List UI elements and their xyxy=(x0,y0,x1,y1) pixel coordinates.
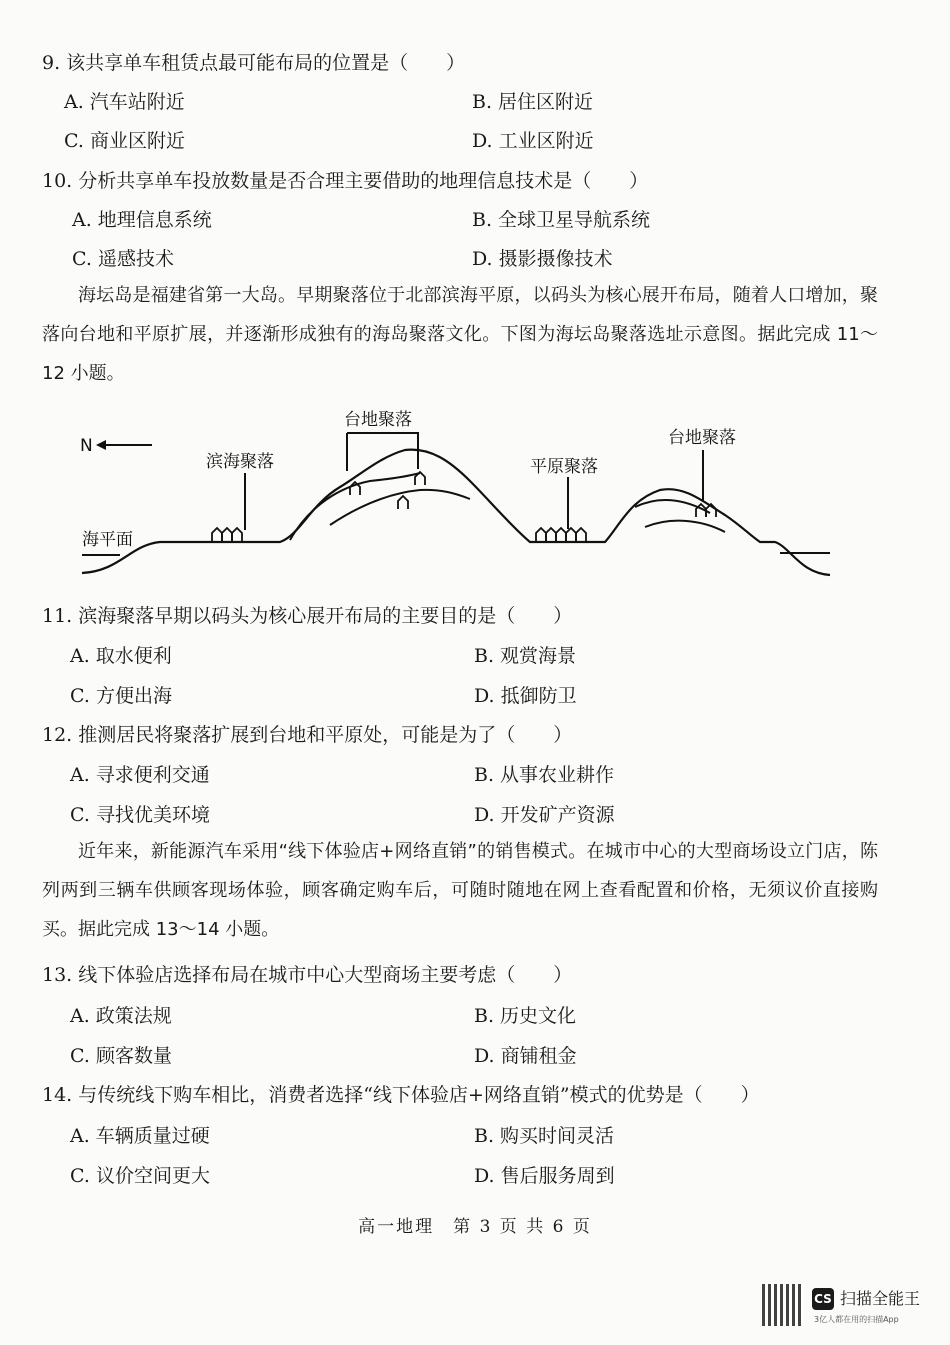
plain-houses xyxy=(536,528,586,541)
q9-option-c: C. 商业区附近 xyxy=(64,130,185,152)
passage-haitan-island: 海坛岛是福建省第一大岛。早期聚落位于北部滨海平原，以码头为核心展开布局，随着人口增加，聚落向台地和平原扩展，并逐渐形成独有的海岛聚落文化。下图为海坛岛聚落选址示意图。据此完成 11～12 小题。 xyxy=(42,285,878,384)
q13-option-c: C. 顾客数量 xyxy=(70,1045,172,1067)
q9-option-a: A. 汽车站附近 xyxy=(64,91,185,113)
q14-option-b: B. 购买时间灵活 xyxy=(474,1125,615,1147)
q10-option-b: B. 全球卫星导航系统 xyxy=(472,209,651,231)
page-footer: 高一地理 第 3 页 共 6 页 xyxy=(358,1217,592,1237)
q11-option-b: B. 观赏海景 xyxy=(474,645,577,667)
q10-option-c: C. 遥感技术 xyxy=(72,248,174,270)
q9-option-d: D. 工业区附近 xyxy=(472,130,594,152)
q12-option-b: B. 从事农业耕作 xyxy=(474,764,615,786)
q9-option-b: B. 居住区附近 xyxy=(472,91,594,113)
q10-option-a: A. 地理信息系统 xyxy=(72,209,212,231)
north-label: N xyxy=(80,436,93,456)
q12-option-d: D. 开发矿产资源 xyxy=(474,804,615,826)
question-13-stem: 13. 线下体验店选择布局在城市中心大型商场主要考虑（ ） xyxy=(42,964,573,986)
q14-option-a: A. 车辆质量过硬 xyxy=(70,1125,210,1147)
scanner-watermark xyxy=(762,1282,932,1332)
camscanner-logo-icon: CS xyxy=(812,1288,834,1310)
question-9-stem: 9. 该共享单车租赁点最可能布局的位置是（ ） xyxy=(42,52,466,74)
question-12-stem: 12. 推测居民将聚落扩展到台地和平原处，可能是为了（ ） xyxy=(42,724,573,746)
platform-settlement-label-2: 台地聚落 xyxy=(668,428,736,448)
platform1-leader xyxy=(347,433,418,471)
q11-option-d: D. 抵御防卫 xyxy=(474,685,577,707)
passage-new-energy-vehicles: 近年来，新能源汽车采用“线下体验店+网络直销”的销售模式。在城市中心的大型商场设立门店，陈列两到三辆车供顾客现场体验，顾客确定购车后，可随时随地在网上查看配置和价格，无须议价直接购买。据此完成 13～14 小题。 xyxy=(42,841,878,940)
q14-option-d: D. 售后服务周到 xyxy=(474,1165,615,1187)
question-10-stem: 10. 分析共享单车投放数量是否合理主要借助的地理信息技术是（ ） xyxy=(42,170,649,192)
q14-option-c: C. 议价空间更大 xyxy=(70,1165,210,1187)
platform-houses-2 xyxy=(696,504,716,517)
settlement-site-diagram xyxy=(60,395,850,590)
north-arrowhead-icon xyxy=(96,440,106,450)
plain-settlement-label: 平原聚落 xyxy=(530,457,598,477)
q13-option-d: D. 商铺租金 xyxy=(474,1045,577,1067)
question-11-stem: 11. 滨海聚落早期以码头为核心展开布局的主要目的是（ ） xyxy=(42,605,573,627)
sea-level-label: 海平面 xyxy=(82,530,133,550)
q12-option-a: A. 寻求便利交通 xyxy=(70,764,210,786)
qr-code-icon xyxy=(762,1284,804,1326)
ridge-line-2 xyxy=(330,490,470,525)
coastal-houses xyxy=(212,528,242,541)
question-14-stem: 14. 与传统线下购车相比，消费者选择“线下体验店+网络直销”模式的优势是（ ） xyxy=(42,1084,760,1106)
ridge-line-4 xyxy=(645,521,725,532)
q11-option-c: C. 方便出海 xyxy=(70,685,172,707)
island-profile xyxy=(82,450,830,575)
q13-option-a: A. 政策法规 xyxy=(70,1005,172,1027)
q10-option-d: D. 摄影摄像技术 xyxy=(472,248,613,270)
q12-option-c: C. 寻找优美环境 xyxy=(70,804,210,826)
camscanner-tagline: 3亿人都在用的扫描App xyxy=(814,1315,899,1324)
q13-option-b: B. 历史文化 xyxy=(474,1005,577,1027)
camscanner-name: 扫描全能王 xyxy=(840,1289,921,1308)
coastal-settlement-label: 滨海聚落 xyxy=(206,452,274,472)
q11-option-a: A. 取水便利 xyxy=(70,645,172,667)
platform-settlement-label-1: 台地聚落 xyxy=(344,410,412,430)
